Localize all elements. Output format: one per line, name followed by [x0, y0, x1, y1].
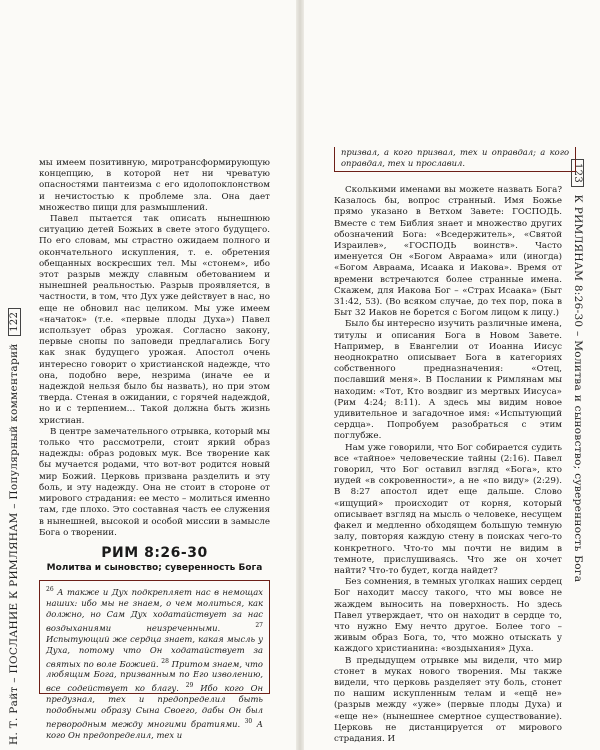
scripture-quote-continuation — [334, 147, 576, 172]
book-subtitle: Популярный комментарий — [8, 343, 20, 500]
verse-text: Ибо кого Он предузнал, тех и предопределил быть подобными образу Сына Своего, дабы Он был первородным между многими братиями. — [46, 683, 263, 729]
paragraph: Сколькими именами вы можете назвать Бога? Казалось бы, вопрос странный. Имя Божье прямо указано в Ветхом Завете: ГОСПОДЬ. Вместе с тем Библия знает и множество других обозначений Бога: «Вседержитель», «Святой Израилев», «ГОСПОДЬ воинств». Часто именуется Он «Богом Авраама» или (иногда) «Богом Авраама, Исаака и Иакова». Время от времени встречаются более странные имена. Скажем, для Иакова Бог – «Страх Исаака» (Быт 31:42, 53). (Во всяком случае, до тех пор, пока в Быт 32 Иаков не борется с Богом лицом к лицу.) — [334, 185, 562, 319]
right-running-head: 123 К РИМЛЯНАМ 8:26-30 – Молитва и сыновство; суверенность Бога — [570, 140, 588, 740]
book-title: ПОСЛАНИЕ К РИМЛЯНАМ — [8, 512, 20, 674]
paragraph: В предыдущем отрывке мы видели, что мир стонет в муках нового творения. Мы также видели, что церковь разделяет эту боль, стонет по нашим искупленным телам и «ещё не» (разрыв между «уже» (первые плоды Духа) и «еще не» (нынешнее смертное существование). Церковь не дистанцируется от мирового страдания. И — [334, 655, 562, 744]
chapter-reference: К РИМЛЯНАМ 8:26-30 — [572, 194, 584, 328]
left-column — [39, 158, 270, 740]
paragraph: Нам уже говорили, что Бог собирается судить все «тайное» человеческие тайны (2:16). Павел говорил, что Бог оставил взгляд «Бога», кто иудей «в сокровенности», а не «по виду» (2:29). В 8:27 апостол идет еще дальше. Слово «ищущий» происходит от корня, который описывает взгляд на мысль о человеке, несущем факел и медленно обходящем большую темную залу, повторяя каждую стену в поисках чего-то конкретного. Что-то мы почти не видим в темноте, прислушиваясь. Что же он хочет найти? Что-то будет, когда найдет? — [334, 442, 562, 576]
paragraph: Было бы интересно изучить различные имена, титулы и описания Бога в Новом Завете. Например, в Евангелии от Иоанна Иисус неоднократно описывает Бога в категориях собственного предназначения: «Отец, пославший меня». В Послании к Римлянам мы находим: «Тот, Кто воздвиг из мертвых Иисуса» (Рим 4:24; 8:11). А здесь мы видим новое удивительное и загадочное имя: «Испытующий сердца». Попробуем разобраться с этим поглубже. — [334, 319, 562, 442]
verse-text: призвал, а кого призвал, тех и оправдал; а кого оправдал, тех и прославил. — [341, 147, 569, 168]
verse-number: 29 — [185, 682, 194, 690]
verse-number: 27 — [255, 621, 263, 629]
paragraph: В центре замечательного отрывка, который мы только что рассмотрели, стоит яркий образ надежды: образ родовых мук. Все творение как бы мучается родами, что вот-вот родится новый мир Божий. Церковь призвана разделить и эту боль, и эту надежду. Она не стоит в стороне от мирового страдания: ее место – молиться именно там, где плохо. Это составная часть ее служения в нынешней, высокой и особой миссии в замысле Бога о творении. — [39, 426, 270, 538]
section-title: РИМ 8:26-30 — [101, 544, 208, 561]
page-number-right: 123 — [571, 159, 584, 187]
section-subtitle: Молитва и сыновство; суверенность Бога — [46, 562, 263, 573]
verse-number: 28 — [161, 657, 169, 665]
verse-text: А также и Дух подкрепляет нас в немощах наших: ибо мы не знаем, о чем молиться, как должно, но Сам Дух ходатайствует за нас воздыханиями неизреченными. — [46, 586, 263, 633]
verse-number: 26 — [46, 585, 54, 593]
verse-text: Притом знаем, что любящим Бога, призванным по Его изволению, все содействует ко благу. — [46, 658, 263, 694]
section-heading — [39, 545, 270, 574]
left-running-head: Н. Т. Райт – ПОСЛАНИЕ К РИМЛЯНАМ – Популярный комментарий 122 — [5, 140, 23, 740]
paragraph: Без сомнения, в темных уголках наших сердец Бог находит массу такого, что мы вовсе не жаждем выносить на поверхность. Но здесь Павел утверждает, что он находит в сердце то, что нужно Ему нечто другое. Более того – живым образ Бога, то, что можно отыскать у каждого христианина: «воздыхания» Духа. — [334, 577, 562, 655]
verse-number: 30 — [244, 718, 253, 726]
paragraph: Павел пытается так описать нынешнюю ситуацию детей Божьих в свете этого будущего. По его словам, мы страстно ожидаем полного и окончательного искупления, т. е. обретения обещанных воскресших тел. Мы «стонем», ибо этот разрыв между славным обетованием и нынешней реальностью. Разрыв проявляется, в частности, в том, что Дух уже действует в нас, но еще не обновил нас целиком. Мы уже имеем «начаток» (т.е. «первые плоды Духа») Павел использует образ урожая. Согласно закону, первые снопы по заповеди предлагались Богу как знак будущего урожая. Апостол очень интересно говорит о христианской надежде, что она, подобно вере, незрима (иначе ее и надеждой нельзя было бы назвать), но при этом тверда. Стеная в ожидании, с горячей надеждой, но и с терпением… Такой должна быть жизнь христиан. — [39, 214, 270, 426]
verse-text: Испытующий же сердца знает, какая мысль у Духа, потому что Он ходатайствует за святых по воле Божией. — [46, 633, 263, 669]
book-gutter — [296, 0, 304, 750]
page-number-left: 122 — [8, 308, 21, 336]
verse-text: А кого Он предопределил, тех и — [46, 718, 263, 740]
author-name: Н. Т. Райт — [8, 686, 20, 745]
chapter-subtitle: Молитва и сыновство; суверенность Бога — [572, 340, 584, 583]
right-column — [334, 185, 562, 745]
scripture-quote — [39, 580, 270, 740]
paragraph: мы имеем позитивную, миротрансформирующую концепцию, в которой нет ни чреватую опасностями пантеизма с его идолопоклонством и нечистостью к проблеме зла. Она дает множество пищи для размышлений. — [39, 158, 270, 213]
